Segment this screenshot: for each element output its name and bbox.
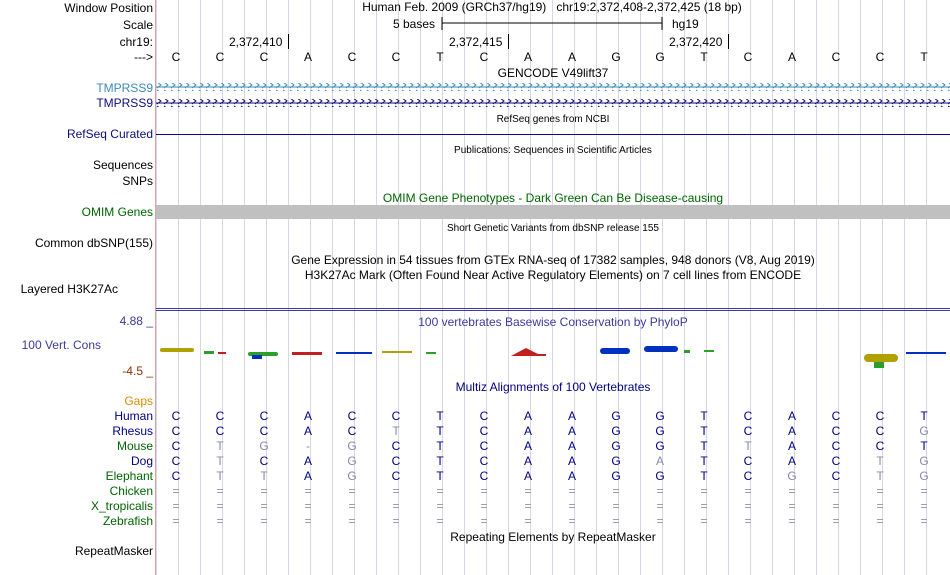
alignment-base: G [611,439,621,453]
alignment-base: G [655,439,665,453]
alignment-base: T [436,424,444,438]
alignment-base: = [260,484,268,498]
alignment-base: T [436,409,444,423]
alignment-base: G [655,469,665,483]
conservation-min-label: -4.5 _ [122,364,153,378]
alignment-base: = [392,499,400,513]
gencode-track-label-1[interactable]: TMPRSS9 [96,81,153,95]
reference-base: A [523,50,532,64]
alignment-base: T [700,454,708,468]
alignment-base: C [831,424,841,438]
alignment-base: = [172,484,180,498]
alignment-base: C [875,439,885,453]
reference-base: C [171,50,181,64]
alignment-base: G [919,469,929,483]
alignment-base: = [348,499,356,513]
alignment-base: T [260,469,268,483]
alignment-base: C [831,409,841,423]
alignment-base: = [436,499,444,513]
sequences-track-label[interactable]: Sequences [92,158,153,172]
alignment-base: = [744,499,752,513]
species-label[interactable]: X_tropicalis [90,499,153,513]
refseq-track-label[interactable]: RefSeq Curated [66,127,153,141]
alignment-base: = [304,499,312,513]
reference-base: A [303,50,312,64]
ruler-tick-mark-3 [728,34,729,49]
reference-base: G [655,50,665,64]
alignment-base: C [171,409,181,423]
reference-base: A [567,50,576,64]
alignment-base: = [876,484,884,498]
alignment-base: T [920,409,928,423]
alignment-base: C [171,424,181,438]
vert-cons-track-label[interactable]: 100 Vert. Cons [21,338,101,352]
reference-base: C [347,50,357,64]
alignment-base: G [347,439,357,453]
alignment-base: = [832,484,840,498]
alignment-base: = [832,514,840,528]
reference-base: C [875,50,885,64]
strand-arrow-label: ---> [134,50,153,64]
alignment-base: = [612,499,620,513]
alignment-base: C [259,454,269,468]
alignment-base: = [612,484,620,498]
alignment-base: = [832,499,840,513]
alignment-base: T [436,439,444,453]
alignment-base: = [920,484,928,498]
alignment-base: A [567,409,576,423]
alignment-base: G [787,469,797,483]
reference-base: C [391,50,401,64]
alignment-base: C [875,424,885,438]
phylop-track-title: 100 vertebrates Basewise Conservation by PhyloP [418,315,688,329]
alignment-base: = [392,484,400,498]
alignment-base: C [831,439,841,453]
alignment-base: T [216,439,224,453]
alignment-base: = [876,514,884,528]
alignment-base: C [259,424,269,438]
alignment-base: = [788,514,796,528]
alignment-base: C [831,454,841,468]
alignment-base: = [216,499,224,513]
alignment-base: = [656,514,664,528]
phylop-logo[interactable] [156,340,950,374]
alignment-base: C [479,409,489,423]
gencode-transcripts[interactable] [156,81,950,111]
alignment-base: = [260,499,268,513]
scale-bar-text: 5 bases [393,17,436,31]
alignment-base: = [436,484,444,498]
alignment-base: = [304,514,312,528]
alignment-base: = [568,499,576,513]
alignment-base: = [216,484,224,498]
reference-base: T [700,50,708,64]
species-label[interactable]: Human [114,409,153,423]
species-label[interactable]: Mouse [116,439,153,453]
alignment-base: A [303,469,312,483]
alignment-base: G [655,409,665,423]
alignment-base: A [523,439,532,453]
gencode-track-label-2[interactable]: TMPRSS9 [96,96,153,110]
alignment-base: G [611,409,621,423]
alignment-base: = [436,514,444,528]
track-separator-top [156,308,950,309]
chromosome-label: chr19: [119,35,153,49]
gencode-track-title: GENCODE V49lift37 [497,66,609,80]
alignment-base: T [744,439,752,453]
alignment-base: = [392,514,400,528]
alignment-base: = [304,484,312,498]
reference-base: A [787,50,796,64]
alignment-base: T [436,469,444,483]
alignment-base: T [216,469,224,483]
window-position-label: Window Position [64,1,153,15]
alignment-base: = [260,514,268,528]
alignment-base: G [655,424,665,438]
track-labels [0,0,155,575]
window-coordinates: chr19:2,372,408-2,372,425 (18 bp) [556,0,742,14]
assembly-position-header [362,0,742,14]
alignment-base: C [171,454,181,468]
alignment-base: = [348,484,356,498]
alignment-base: T [392,424,400,438]
repeatmasker-track-title: Repeating Elements by RepeatMasker [450,530,656,544]
alignment-base: A [655,454,664,468]
alignment-base: = [172,514,180,528]
alignment-base: T [876,454,884,468]
alignment-base: A [787,454,796,468]
alignment-base: A [787,409,796,423]
alignment-base: G [347,469,357,483]
refseq-gene-line[interactable] [156,134,950,135]
alignment-base: C [171,469,181,483]
gaps-label: Gaps [124,394,153,408]
refseq-track-title: RefSeq genes from NCBI [496,114,610,125]
alignment-base: C [215,424,225,438]
species-label[interactable]: Dog [130,454,153,468]
reference-base: C [831,50,841,64]
track-separator-bottom [156,310,950,311]
omim-track-title: OMIM Gene Phenotypes - Dark Green Can Be Disease-causing [382,191,724,205]
alignment-base: C [215,409,225,423]
alignment-base: = [524,484,532,498]
alignment-base: C [391,409,401,423]
alignment-base: C [479,439,489,453]
scale-db-label: hg19 [672,17,699,31]
alignment-base: = [744,484,752,498]
alignment-base: C [391,469,401,483]
conservation-max-label: 4.88 _ [119,314,153,328]
dbsnp-track-label[interactable]: Common dbSNP(155) [34,236,153,250]
alignment-base: = [568,514,576,528]
species-label[interactable]: Zebrafish [102,514,153,528]
omim-gene-bar[interactable] [156,205,950,219]
species-label[interactable]: Chicken [109,484,153,498]
alignment-base: A [787,439,796,453]
alignment-base: T [436,454,444,468]
multiz-track-title: Multiz Alignments of 100 Vertebrates [455,380,651,394]
scale-label: Scale [122,18,153,32]
reference-base: C [743,50,753,64]
dbsnp-track-title: Short Genetic Variants from dbSNP release 155 [447,223,659,234]
repeatmasker-track-label[interactable]: RepeatMasker [74,544,153,558]
reference-base: T [436,50,444,64]
alignment-base: = [568,484,576,498]
ruler-tick-3: 2,372,420 [669,35,723,49]
alignment-base: A [567,469,576,483]
alignment-base: = [700,514,708,528]
alignment-base: C [875,409,885,423]
snps-track-label[interactable]: SNPs [122,174,153,188]
gtex-track-title: Gene Expression in 54 tissues from GTEx RNA-seq of 17382 samples, 948 donors (V8, Aug 2019) [291,253,815,267]
reference-base: C [479,50,489,64]
alignment-base: A [303,454,312,468]
alignment-base: - [306,439,310,453]
alignment-base: A [523,454,532,468]
alignment-base: C [391,439,401,453]
species-label[interactable]: Rhesus [112,424,153,438]
reference-base: C [215,50,225,64]
alignment-base: C [347,409,357,423]
alignment-base: A [567,424,576,438]
alignment-base: C [347,424,357,438]
alignment-base: T [920,439,928,453]
alignment-base: = [788,484,796,498]
alignment-base: C [743,454,753,468]
alignment-base: A [567,454,576,468]
alignment-base: C [479,469,489,483]
reference-base: G [611,50,621,64]
omim-track-label[interactable]: OMIM Genes [81,205,153,219]
alignment-base: = [524,514,532,528]
alignment-base: T [700,469,708,483]
alignment-base: = [172,499,180,513]
ruler-tick-mark-2 [508,34,509,49]
alignment-base: = [700,499,708,513]
scale-bar [440,16,665,32]
alignment-base: G [919,454,929,468]
alignment-base: A [303,424,312,438]
alignment-base: G [611,424,621,438]
alignment-base: = [920,499,928,513]
alignment-base: T [700,409,708,423]
alignment-base: T [876,469,884,483]
ruler-tick-mark-1 [288,34,289,49]
alignment-base: A [523,424,532,438]
alignment-base: C [743,409,753,423]
alignment-base: A [303,409,312,423]
alignment-base: C [743,469,753,483]
alignment-base: C [259,409,269,423]
assembly-name: Human Feb. 2009 (GRCh37/hg19) [362,0,547,14]
species-label[interactable]: Elephant [105,469,153,483]
alignment-base: G [611,469,621,483]
alignment-base: T [700,424,708,438]
alignment-base: = [876,499,884,513]
alignment-base: A [523,409,532,423]
ruler-tick-1: 2,372,410 [229,35,283,49]
alignment-base: = [480,484,488,498]
alignment-base: = [480,514,488,528]
alignment-base: = [920,514,928,528]
alignment-base: C [479,424,489,438]
alignment-base: = [348,514,356,528]
alignment-base: = [612,514,620,528]
alignment-base: = [788,499,796,513]
alignment-base: C [743,424,753,438]
alignment-base: G [919,424,929,438]
alignment-base: C [479,454,489,468]
alignment-base: T [700,439,708,453]
alignment-base: C [171,439,181,453]
alignment-base: = [656,499,664,513]
alignment-base: = [744,514,752,528]
alignment-base: = [656,484,664,498]
alignment-base: C [831,469,841,483]
reference-base: T [920,50,928,64]
alignment-base: G [259,439,269,453]
alignment-base: A [523,469,532,483]
h3k27ac-track-label[interactable]: Layered H3K27Ac [20,282,118,296]
publications-track-title: Publications: Sequences in Scientific Articles [454,145,652,156]
alignment-base: = [700,484,708,498]
alignment-base: G [611,454,621,468]
reference-base: C [259,50,269,64]
alignment-base: = [524,499,532,513]
alignment-base: A [567,439,576,453]
alignment-base: T [216,454,224,468]
h3k27ac-track-title: H3K27Ac Mark (Often Found Near Active Regulatory Elements) on 7 cell lines from ENCODE [304,268,802,282]
alignment-base: = [216,514,224,528]
ruler-tick-2: 2,372,415 [449,35,503,49]
alignment-base: G [347,454,357,468]
alignment-base: C [391,454,401,468]
alignment-base: = [480,499,488,513]
alignment-base: A [787,424,796,438]
